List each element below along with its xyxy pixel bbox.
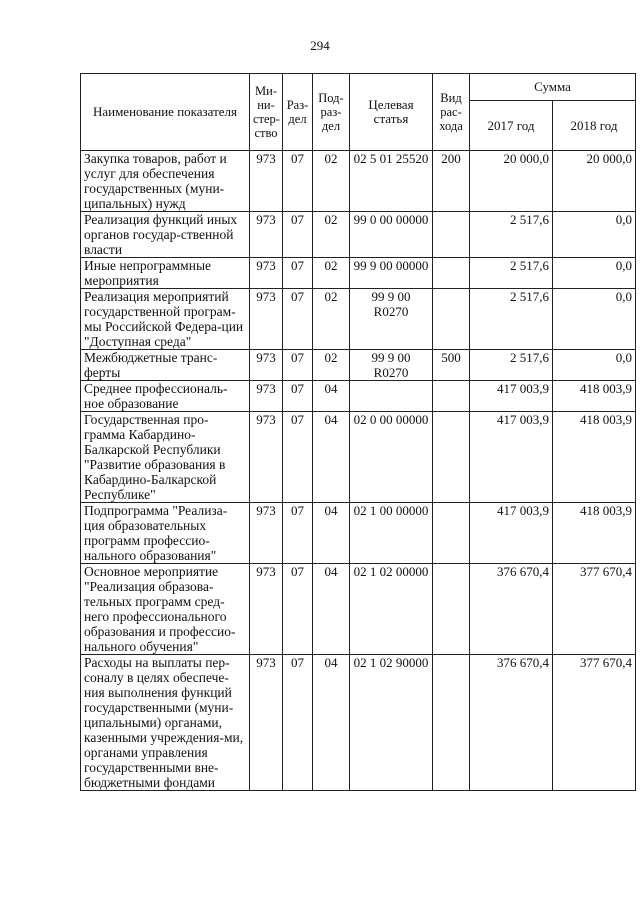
header-year-2017: 2017 год	[470, 101, 553, 151]
row-name: Иные непрограммные мероприятия	[81, 258, 250, 289]
row-section: 07	[283, 381, 313, 412]
header-name: Наименование показателя	[81, 74, 250, 151]
row-section: 07	[283, 151, 313, 212]
row-sum-2017: 2 517,6	[470, 212, 553, 258]
row-sum-2017: 417 003,9	[470, 381, 553, 412]
row-ministry: 973	[250, 212, 283, 258]
row-sum-2018: 418 003,9	[553, 412, 636, 503]
header-expense-type: Вид рас-хода	[433, 74, 470, 151]
row-ministry: 973	[250, 381, 283, 412]
row-subsection: 04	[313, 503, 350, 564]
row-section: 07	[283, 412, 313, 503]
row-subsection: 02	[313, 212, 350, 258]
page-number: 294	[310, 38, 330, 53]
row-name: Государственная про-грамма Кабардино-Балкарской Республики "Развитие образования в Кабардино-Балкарской Республике"	[81, 412, 250, 503]
row-section: 07	[283, 289, 313, 350]
row-expense-type	[433, 289, 470, 350]
row-expense-type	[433, 412, 470, 503]
row-ministry: 973	[250, 151, 283, 212]
row-subsection: 02	[313, 151, 350, 212]
row-target: 99 0 00 00000	[350, 212, 433, 258]
row-sum-2017: 20 000,0	[470, 151, 553, 212]
row-name: Среднее профессиональ-ное образование	[81, 381, 250, 412]
row-target	[350, 381, 433, 412]
table-row	[81, 350, 636, 381]
row-target: 02 1 00 00000	[350, 503, 433, 564]
table-row	[81, 212, 636, 258]
row-name: Реализация мероприятий государственной програм-мы Российской Федера-ции "Доступная среда"	[81, 289, 250, 350]
row-sum-2017: 417 003,9	[470, 412, 553, 503]
row-expense-type	[433, 258, 470, 289]
row-sum-2018: 0,0	[553, 258, 636, 289]
table-row	[81, 412, 636, 503]
row-section: 07	[283, 258, 313, 289]
row-sum-2018: 377 670,4	[553, 564, 636, 655]
row-sum-2017: 376 670,4	[470, 564, 553, 655]
row-section: 07	[283, 212, 313, 258]
table-row	[81, 564, 636, 655]
table-row	[81, 381, 636, 412]
row-ministry: 973	[250, 258, 283, 289]
table-row	[81, 151, 636, 212]
row-sum-2018: 0,0	[553, 212, 636, 258]
row-target: 02 5 01 25520	[350, 151, 433, 212]
row-ministry: 973	[250, 350, 283, 381]
header-subsection: Под-раз-дел	[313, 74, 350, 151]
row-sum-2018: 377 670,4	[553, 655, 636, 791]
row-section: 07	[283, 564, 313, 655]
row-ministry: 973	[250, 289, 283, 350]
row-sum-2017: 376 670,4	[470, 655, 553, 791]
row-section: 07	[283, 350, 313, 381]
row-expense-type: 200	[433, 151, 470, 212]
row-sum-2018: 20 000,0	[553, 151, 636, 212]
header-year-2018: 2018 год	[553, 101, 636, 151]
row-sum-2017: 2 517,6	[470, 289, 553, 350]
row-name: Реализация функций иных органов государ-ственной власти	[81, 212, 250, 258]
row-sum-2017: 2 517,6	[470, 258, 553, 289]
row-target: 02 0 00 00000	[350, 412, 433, 503]
row-target: 99 9 00 R0270	[350, 289, 433, 350]
row-target: 02 1 02 90000	[350, 655, 433, 791]
row-sum-2018: 418 003,9	[553, 381, 636, 412]
row-target: 02 1 02 00000	[350, 564, 433, 655]
row-target: 99 9 00 00000	[350, 258, 433, 289]
row-expense-type	[433, 381, 470, 412]
row-ministry: 973	[250, 503, 283, 564]
row-sum-2018: 418 003,9	[553, 503, 636, 564]
table-row	[81, 258, 636, 289]
row-subsection: 04	[313, 412, 350, 503]
row-section: 07	[283, 503, 313, 564]
table-row	[81, 655, 636, 791]
row-ministry: 973	[250, 564, 283, 655]
row-expense-type	[433, 212, 470, 258]
row-expense-type: 500	[433, 350, 470, 381]
row-ministry: 973	[250, 655, 283, 791]
row-section: 07	[283, 655, 313, 791]
row-sum-2017: 417 003,9	[470, 503, 553, 564]
header-section: Раз-дел	[283, 74, 313, 151]
row-target: 99 9 00 R0270	[350, 350, 433, 381]
budget-table	[80, 73, 636, 791]
row-expense-type	[433, 503, 470, 564]
row-subsection: 02	[313, 258, 350, 289]
row-name: Межбюджетные транс-ферты	[81, 350, 250, 381]
table-row	[81, 503, 636, 564]
header-target: Целевая статья	[350, 74, 433, 151]
row-expense-type	[433, 655, 470, 791]
row-expense-type	[433, 564, 470, 655]
row-subsection: 04	[313, 655, 350, 791]
table-row	[81, 289, 636, 350]
row-subsection: 04	[313, 564, 350, 655]
row-subsection: 04	[313, 381, 350, 412]
row-sum-2017: 2 517,6	[470, 350, 553, 381]
row-name: Расходы на выплаты пер-соналу в целях обеспече-ния выполнения функций государственными (муни-ципальными) органами, казенными учреждения-ми, органами управления государственными вне-бюджетными фондами	[81, 655, 250, 791]
row-subsection: 02	[313, 289, 350, 350]
row-sum-2018: 0,0	[553, 350, 636, 381]
row-ministry: 973	[250, 412, 283, 503]
row-subsection: 02	[313, 350, 350, 381]
header-sum: Сумма	[470, 74, 636, 101]
row-name: Закупка товаров, работ и услуг для обеспечения государственных (муни-ципальных) нужд	[81, 151, 250, 212]
row-name: Основное мероприятие "Реализация образова-тельных программ сред-него профессионального образования и профессио-нального обучения"	[81, 564, 250, 655]
header-ministry: Ми-ни-стер-ство	[250, 74, 283, 151]
row-name: Подпрограмма "Реализа-ция образовательных программ профессио-нального образования"	[81, 503, 250, 564]
row-sum-2018: 0,0	[553, 289, 636, 350]
